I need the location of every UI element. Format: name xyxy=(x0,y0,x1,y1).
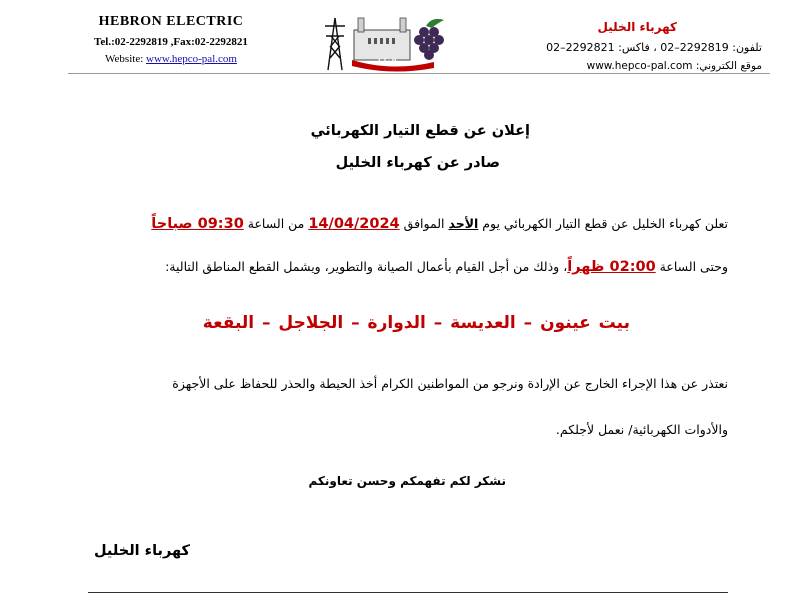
header-divider xyxy=(68,73,770,74)
company-logo xyxy=(322,12,462,72)
notice-subtitle: صادر عن كهرباء الخليل xyxy=(335,155,500,171)
phone-fax-ar: تلفون: 2292819–02 ، فاكس: 2292821–02 xyxy=(546,41,762,54)
website-label-en: Website: xyxy=(105,53,144,65)
website-text-ar[interactable]: www.hepco-pal.com xyxy=(586,60,693,72)
logo-text: بلدية الخليل xyxy=(374,58,416,66)
affected-areas: بيت عينون – العديسة – الدوارة – الجلاجل – البقعة xyxy=(202,313,630,333)
website-link-en[interactable]: www.hepco-pal.com xyxy=(146,53,237,65)
header-english xyxy=(66,14,276,65)
text-from-hour: من الساعة xyxy=(247,216,305,231)
phone-fax-en: Tel.:02-2292819 ,Fax:02-2292821 xyxy=(94,36,248,48)
paragraph-apology-cont: والأدوات الكهربائية/ نعمل لأجلكم. xyxy=(555,422,728,437)
paragraph-outage-end xyxy=(68,257,728,277)
text-reason: ، وذلك من أجل القيام بأعمال الصيانة والتطوير، ويشمل القطع المناطق التالية: xyxy=(165,259,568,274)
header-arabic xyxy=(492,20,762,72)
thanks-line: نشكر لكم تفهمكم وحسن تعاونكم xyxy=(308,474,506,488)
end-time-value: 02:00 ظهراً xyxy=(567,259,656,275)
paragraph-outage-date xyxy=(68,214,728,234)
company-name-ar: كهرباء الخليل xyxy=(597,20,677,34)
notice-title: إعلان عن قطع التيار الكهربائي xyxy=(310,123,530,139)
signature: كهرباء الخليل xyxy=(93,543,190,559)
date-value: 14/04/2024 xyxy=(308,216,400,232)
text-until-hour: وحتى الساعة xyxy=(659,259,728,274)
website-label-ar: موقع الكتروني: xyxy=(695,60,762,72)
text-announce: تعلن كهرباء الخليل عن قطع التيار الكهربائي يوم xyxy=(482,216,728,231)
footer-divider xyxy=(88,592,728,593)
text-corresponding: الموافق xyxy=(403,216,445,231)
day-value: الأحد xyxy=(448,216,479,231)
paragraph-apology: نعتذر عن هذا الإجراء الخارج عن الإرادة ونرجو من المواطنين الكرام أخذ الحيطة والحذر للحفاظ على الأجهزة xyxy=(172,376,728,391)
website-line-en xyxy=(66,53,276,65)
start-time-value: 09:30 صباحاً xyxy=(151,216,244,232)
website-line-ar xyxy=(492,60,762,72)
company-name-en: HEBRON ELECTRIC xyxy=(98,14,244,29)
